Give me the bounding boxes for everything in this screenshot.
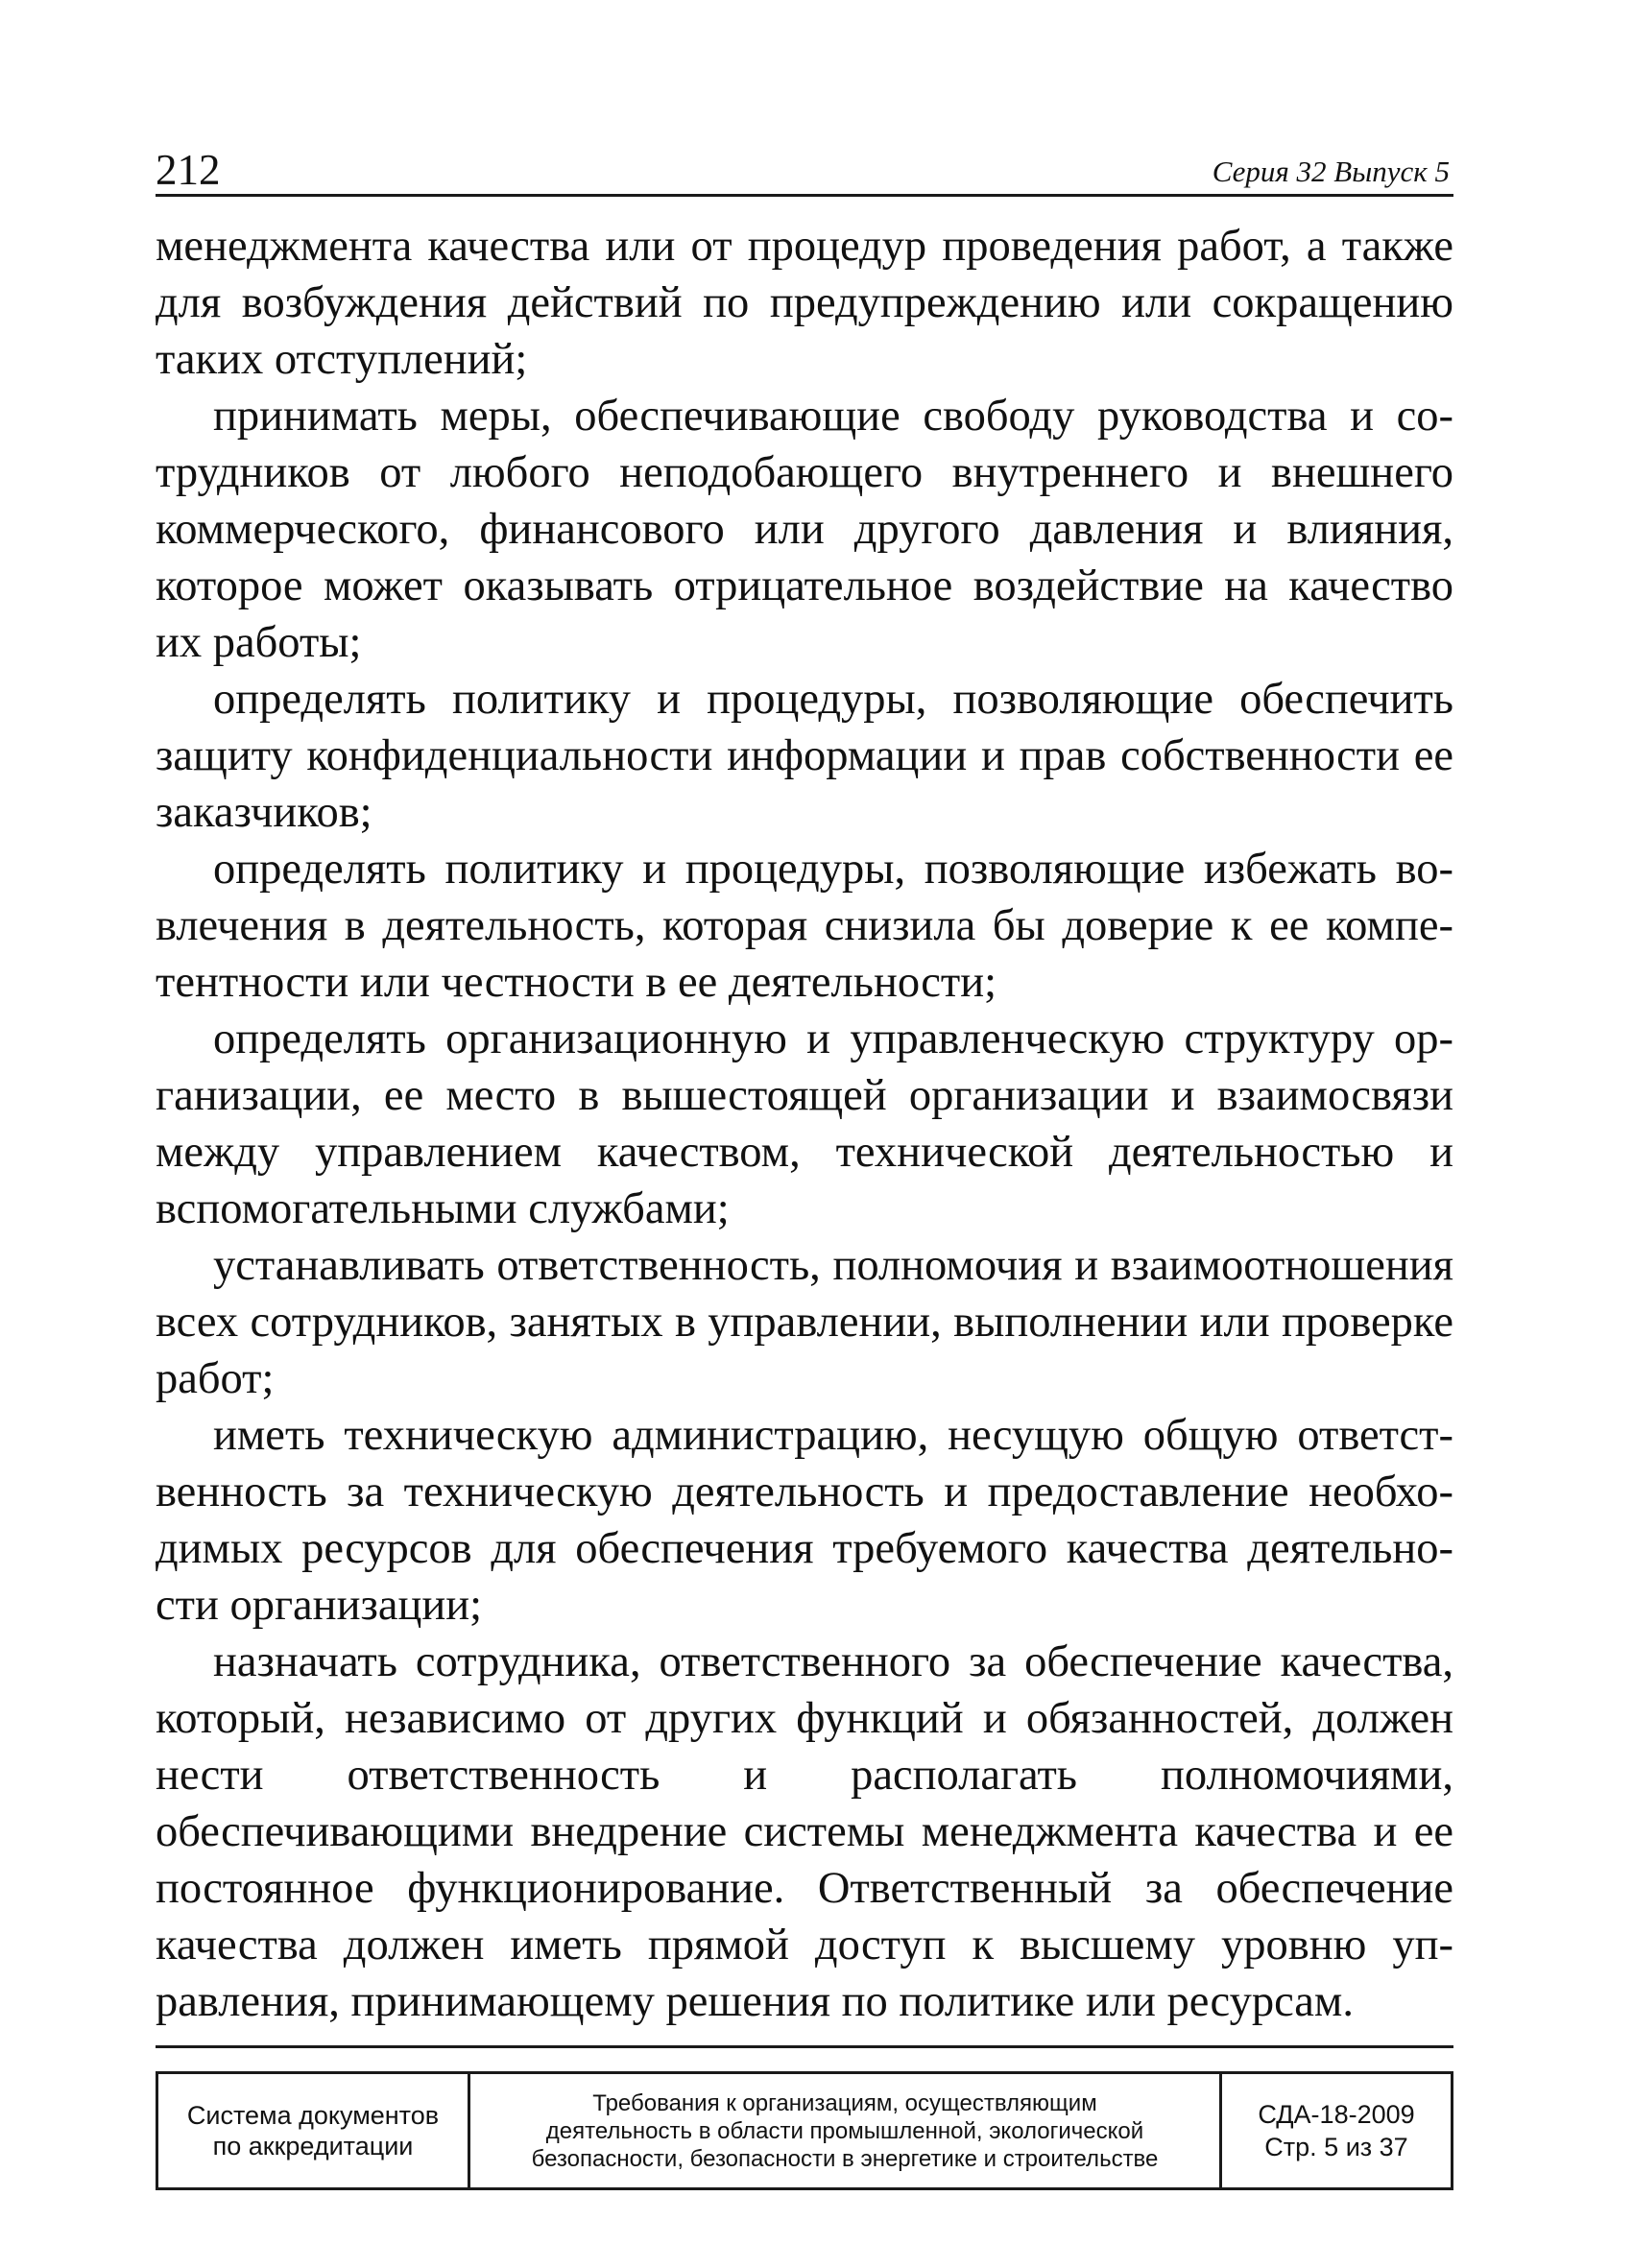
body-text <box>156 218 1453 2030</box>
paragraph-7: иметь техническую администрацию, несущую общую ответственность за техническую деятельность и предоставление необходимых ресурсов для обеспечения требуемого качества деятельности организации; <box>156 1411 1453 1630</box>
running-title: Серия 32 Выпуск 5 <box>1212 155 1450 188</box>
paragraph-8: назначать сотрудника, ответственного за обеспечение качества, который, независимо от других функций и обязанностей, должен нести ответственность и располагать полномочиями, обеспечивающими внедрение системы менеджмента качества и ее постоянное функционирование. Ответственный за обеспечение качества должен иметь прямой доступ к высшему уровню управления, принимающему решения по политике или ресурсам. <box>156 1637 1453 2026</box>
page-number: 212 <box>156 146 221 194</box>
paragraph-3: определять политику и процедуры, позволяющие обеспечить защиту конфиденциальности информации и прав собственности ее заказчиков; <box>156 675 1453 837</box>
footer-table <box>156 2071 1453 2190</box>
footer-divider <box>156 2045 1453 2048</box>
paragraph-6: устанавливать ответственность, полномочия и взаимоотношения всех сотрудников, занятых в управлении, выполнении или проверке работ; <box>156 1241 1453 1403</box>
footer-system-cell <box>158 2074 470 2187</box>
document-page <box>156 134 1453 2190</box>
footer-title-line: Требования к организациям, осуществляющим <box>592 2089 1097 2116</box>
footer-title-line: безопасности, безопасности в энергетике и строительстве <box>531 2145 1159 2172</box>
footer-code-cell <box>1222 2074 1451 2187</box>
paragraph-1: менеджмента качества или от процедур проведения работ, а также для возбуждения действий по предупреждению или сокращению таких отступлений; <box>156 222 1453 384</box>
footer-title-line: деятельность в области промышленной, экологической <box>545 2117 1144 2144</box>
paragraph-5: определять организационную и управленческую структуру организации, ее место в вышестоящей организации и взаимосвязи между управлением качеством, технической деятельностью и вспомогательными службами; <box>156 1015 1453 1233</box>
paragraph-4: определять политику и процедуры, позволяющие избежать вовлечения в деятельность, которая снизила бы доверие к ее компетентности или честности в ее деятельности; <box>156 845 1453 1007</box>
footer-page-ref: Стр. 5 из 37 <box>1264 2133 1408 2161</box>
footer-system-line: по аккредитации <box>212 2132 414 2161</box>
footer-doc-code: СДА-18-2009 <box>1258 2100 1415 2129</box>
footer-title-cell <box>470 2074 1222 2187</box>
page-header <box>156 134 1453 197</box>
paragraph-2: принимать меры, обеспечивающие свободу руководства и сотрудников от любого неподобающего внутреннего и внешнего коммерческого, финансового или другого давления и влияния, которое может оказывать отрицательное воздействие на качество их работы; <box>156 392 1453 667</box>
footer-system-line: Система документов <box>186 2101 440 2130</box>
